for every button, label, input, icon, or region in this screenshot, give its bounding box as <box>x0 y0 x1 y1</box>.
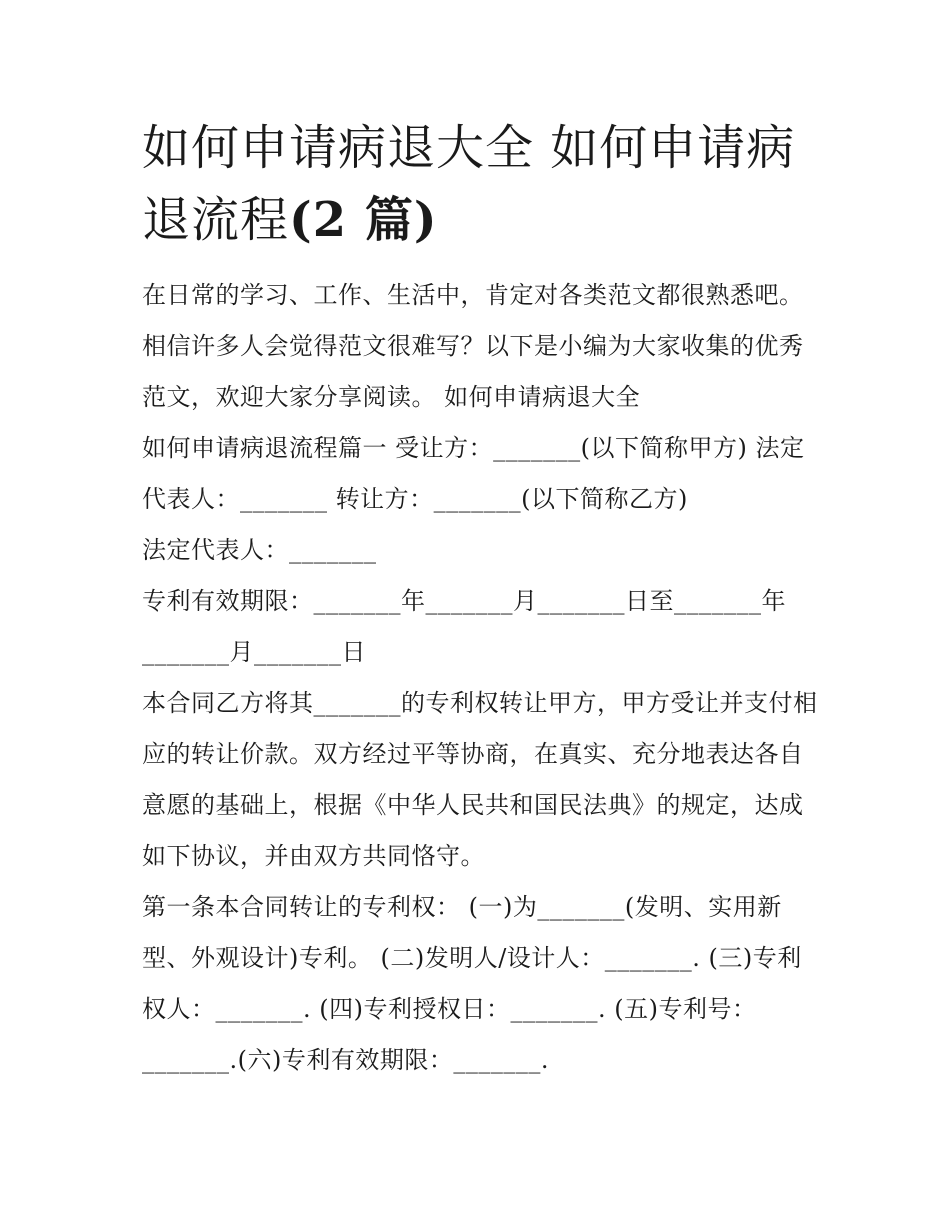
title-main: 如何申请病退大全 如何申请病退流程 <box>142 120 796 248</box>
paragraph-article-one: 第一条本合同转让的专利权： (一)为_______(发明、实用新型、外观设计)专利。 (二)发明人/设计人：_______. (三)专利权人：_______. (四)专利授权日：_______. (五)专利号：_______.(六)专利有效期限：_______. <box>142 893 802 1074</box>
title-count: (2 篇) <box>289 192 438 248</box>
paragraph-validity: 专利有效期限：_______年_______月_______日至_______年_______月_______日 <box>142 587 786 666</box>
paragraph-agreement: 本合同乙方将其_______的专利权转让甲方，甲方受让并支付相应的转让价款。双方经过平等协商，在真实、充分地表达各自意愿的基础上，根据《中华人民共和国民法典》的规定，达成如下协议，并由双方共同恪守。 <box>142 689 818 870</box>
paragraph-parties: 如何申请病退流程篇一 受让方：_______(以下简称甲方) 法定代表人：_______ 转让方：_______(以下简称乙方) <box>142 434 805 513</box>
document-page <box>142 112 822 1086</box>
paragraph-intro: 在日常的学习、工作、生活中，肯定对各类范文都很熟悉吧。相信许多人会觉得范文很难写？以下是小编为大家收集的优秀范文，欢迎大家分享阅读。 如何申请病退大全 <box>142 281 804 411</box>
paragraph-legal-rep: 法定代表人：_______ <box>142 536 377 564</box>
document-title <box>142 112 822 256</box>
